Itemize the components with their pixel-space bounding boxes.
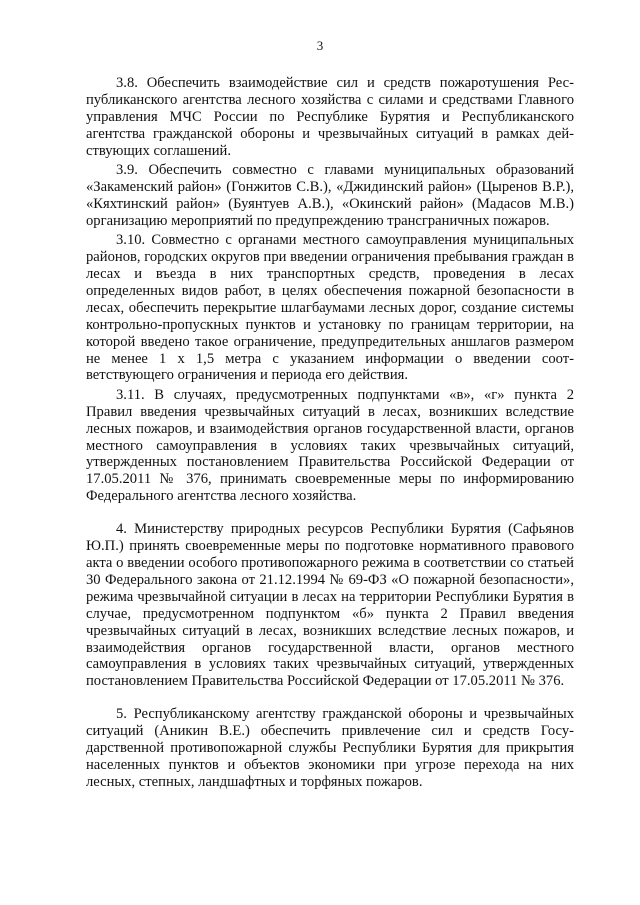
paragraph-4: 4. Министерству природных ресурсов Республики Бурятия (Сафьянов Ю.П.) принять своевременные меры по подготовке нормативного правового акта о введении особого противопожарного режима в соответствии со статьей 30 Федерального закона от 21.12.1994 № 69-ФЗ «О пожарной безопасности», режима чрезвычайной ситуации в лесах на территории Республики Бурятия в случае, предусмотренном подпунктом «б» пункта 2 Правил введения чрезвычайных ситуаций в лесах, возникших вследствие лесных пожаров, и взаимодействия органов государственной власти, органов местного самоуправления в условиях таких чрезвычайных ситуаций, утвержденных постановлением Правительства Российской Федерации от 17.05.2011 № 376. (86, 521, 574, 690)
paragraph-3-11: 3.11. В случаях, предусмотренных подпунктами «в», «г» пункта 2 Правил введения чрезвычайных ситуаций в лесах, возникших вследствие лесных пожаров, и взаимодействия органов государственной власти, органов местного самоуправления в условиях таких чрезвычайных ситуаций, утвержденных постановлением Правительства Российской Федерации от 17.05.2011 № 376, принимать своевременные меры по информированию Федерального агентства лесного хозяйства. (86, 386, 574, 505)
page-number: 3 (316, 38, 324, 53)
paragraph-5: 5. Республиканскому агентству гражданской обороны и чрезвычайных ситуаций (Аникин В.Е.) обеспечить привлечение сил и средств Государственной противопожарной службы Республики Бурятия для прикрытия населенных пунктов и объектов экономики при угрозе перехода на них лесных, степных, ландшафтных и торфяных пожаров. (86, 706, 574, 790)
paragraph-3-9: 3.9. Обеспечить совместно с главами муниципальных образований «Закаменский район» (Гонжитов С.В.), «Джидинский район» (Цыренов В.Р.), «Кяхтинский район» (Буянтуев А.В.), «Окинский район» (Мадасов М.В.) организацию мероприятий по предупреждению трансграничных пожаров. (86, 162, 574, 229)
paragraph-3-8: 3.8. Обеспечить взаимодействие сил и средств пожаротушения Республиканского агентства лесного хозяйства с силами и средствами Главного управления МЧС России по Республике Бурятия и Республиканского агентства гражданской обороны и чрезвычайных ситуаций в рамках действующих соглашений. (86, 75, 574, 159)
paragraph-3-10: 3.10. Совместно с органами местного самоуправления муниципальных районов, городских округов при введении ограничения пребывания граждан в лесах и въезда в них транспортных средств, проведения в лесах определенных видов работ, в целях обеспечения пожарной безопасности в лесах, обеспечить перекрытие шлагбаумами лесных дорог, создание системы контрольно-пропускных пунктов и установку по границам территории, на которой введено такое ограничение, предупредительных аншлагов размером не менее 1 х 1,5 метра с указанием информации о введении соответствующего ограничения и периода его действия. (86, 232, 574, 384)
document-body (86, 75, 574, 793)
